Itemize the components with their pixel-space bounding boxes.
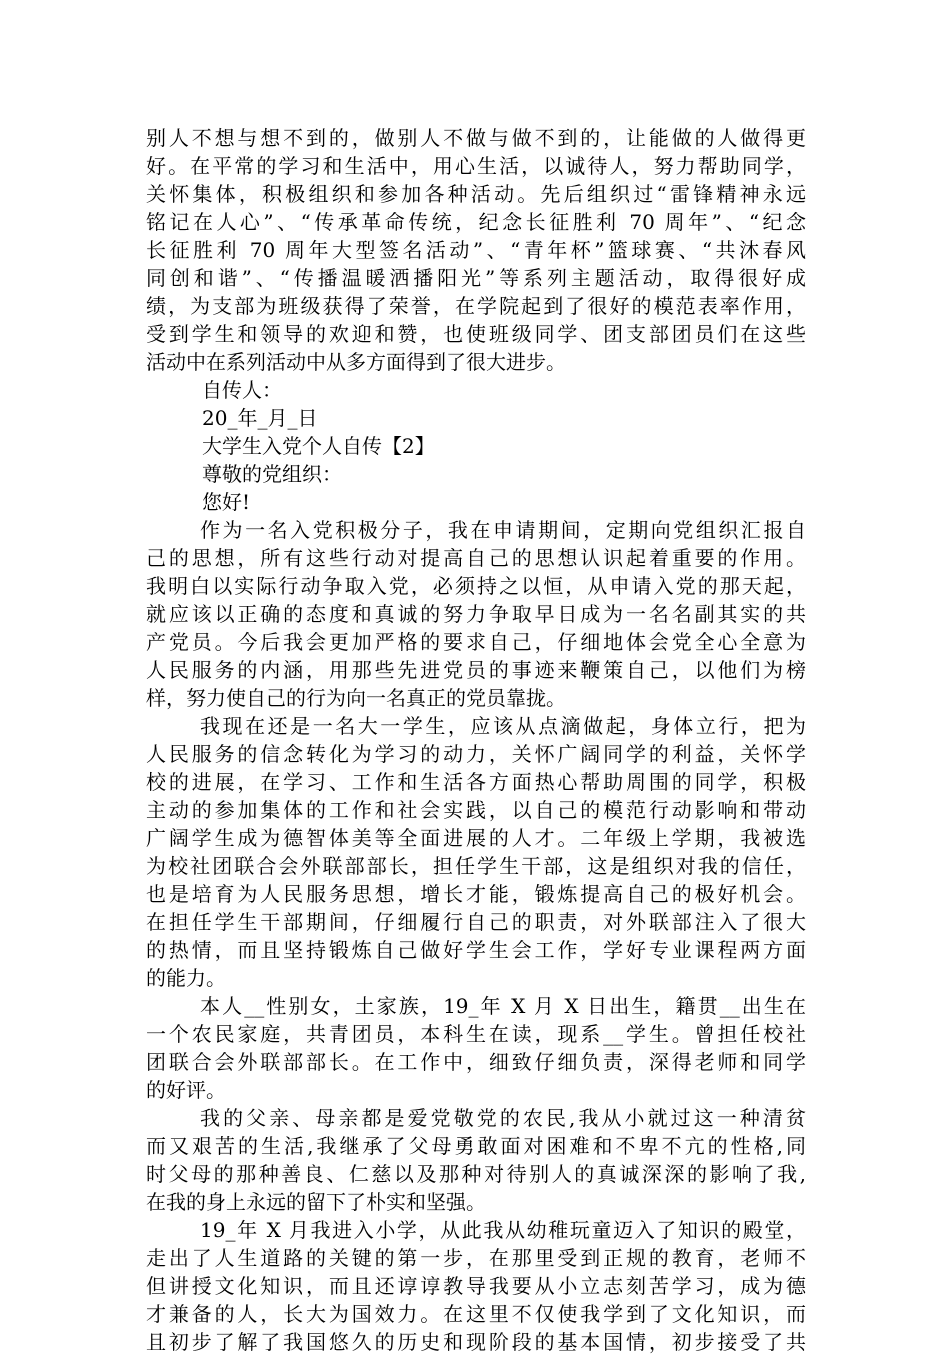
text-line: 别人不想与想不到的，做别人不做与做不到的，让能做的人做得更 bbox=[146, 126, 806, 150]
text-line: 的热情，而且坚持锻炼自己做好学生会工作，学好专业课程两方面 bbox=[146, 938, 806, 962]
text-line: 活动中在系列活动中从多方面得到了很大进步。 bbox=[146, 350, 566, 374]
text-line: 但讲授文化知识，而且还谆谆教导我要从小立志刻苦学习，成为德 bbox=[146, 1274, 806, 1298]
text-line: 大学生入党个人自传【2】 bbox=[202, 434, 435, 458]
text-line: 我现在还是一名大一学生，应该从点滴做起，身体立行，把为 bbox=[200, 714, 806, 738]
text-line: 本人__性别女，土家族，19_年 X 月 X 日出生，籍贯__出生在 bbox=[200, 994, 806, 1018]
text-line: 人民服务的内涵，用那些先进党员的事迹来鞭策自己，以他们为榜 bbox=[146, 658, 806, 682]
text-line: 主动的参加集体的工作和社会实践，以自己的模范行动影响和带动 bbox=[146, 798, 806, 822]
text-line: 的能力。 bbox=[146, 966, 226, 990]
text-line: 自传人： bbox=[202, 378, 282, 402]
text-line: 关怀集体，积极组织和参加各种活动。先后组织过“雷锋精神永远 bbox=[146, 182, 806, 206]
text-line: 我的父亲、母亲都是爱党敬党的农民,我从小就过这一种清贫 bbox=[200, 1106, 806, 1130]
text-line: 且初步了解了我国悠久的历史和现阶段的基本国情，初步接受了共 bbox=[146, 1330, 806, 1354]
document-body bbox=[146, 124, 806, 1356]
text-line: 在我的身上永远的留下了朴实和坚强。 bbox=[146, 1190, 486, 1214]
text-line: 尊敬的党组织： bbox=[202, 462, 342, 486]
text-line: 19_年 X 月我进入小学，从此我从幼稚玩童迈入了知识的殿堂， bbox=[200, 1218, 806, 1242]
text-line: 产党员。今后我会更加严格的要求自己，仔细地体会党全心全意为 bbox=[146, 630, 806, 654]
text-line: 广阔学生成为德智体美等全面进展的人才。二年级上学期，我被选 bbox=[146, 826, 806, 850]
text-line: 为校社团联合会外联部部长，担任学生干部，这是组织对我的信任， bbox=[146, 854, 806, 878]
text-line: 己的思想，所有这些行动对提高自己的思想认识起着重要的作用。 bbox=[146, 546, 806, 570]
text-line: 时父母的那种善良、仁慈以及那种对待别人的真诚深深的影响了我, bbox=[146, 1162, 806, 1186]
text-line: 作为一名入党积极分子，我在申请期间，定期向党组织汇报自 bbox=[200, 518, 806, 542]
text-line: 而又艰苦的生活,我继承了父母勇敢面对困难和不卑不亢的性格,同 bbox=[146, 1134, 806, 1158]
text-line: 一个农民家庭，共青团员，本科生在读，现系__学生。曾担任校社 bbox=[146, 1022, 806, 1046]
text-line: 团联合会外联部部长。在工作中，细致仔细负责，深得老师和同学 bbox=[146, 1050, 806, 1074]
text-line: 在担任学生干部期间，仔细履行自己的职责，对外联部注入了很大 bbox=[146, 910, 806, 934]
text-line: 我明白以实际行动争取入党，必须持之以恒，从申请入党的那天起， bbox=[146, 574, 806, 598]
text-line: 长征胜利 70 周年大型签名活动”、“青年杯”篮球赛、“共沐春风 bbox=[146, 238, 806, 262]
text-line: 铭记在人心”、“传承革命传统，纪念长征胜利 70 周年”、“纪念 bbox=[146, 210, 806, 234]
text-line: 同创和谐”、“传播温暖洒播阳光”等系列主题活动，取得很好成 bbox=[146, 266, 806, 290]
text-line: 人民服务的信念转化为学习的动力，关怀广阔同学的利益，关怀学 bbox=[146, 742, 806, 766]
text-line: 20_年_月_日 bbox=[202, 406, 318, 430]
text-line: 校的进展，在学习、工作和生活各方面热心帮助周围的同学，积极 bbox=[146, 770, 806, 794]
text-line: 走出了人生道路的关键的第一步，在那里受到正规的教育，老师不 bbox=[146, 1246, 806, 1270]
text-line: 就应该以正确的态度和真诚的努力争取早日成为一名名副其实的共 bbox=[146, 602, 806, 626]
text-line: 绩，为支部为班级获得了荣誉，在学院起到了很好的模范表率作用， bbox=[146, 294, 806, 318]
text-line: 好。在平常的学习和生活中，用心生活，以诚待人，努力帮助同学， bbox=[146, 154, 806, 178]
text-line: 的好评。 bbox=[146, 1078, 226, 1102]
text-line: 样，努力使自己的行为向一名真正的党员靠拢。 bbox=[146, 686, 566, 710]
text-line: 才兼备的人，长大为国效力。在这里不仅使我学到了文化知识，而 bbox=[146, 1302, 806, 1326]
text-line: 也是培育为人民服务思想，增长才能，锻炼提高自己的极好机会。 bbox=[146, 882, 806, 906]
text-line: 受到学生和领导的欢迎和赞，也使班级同学、团支部团员们在这些 bbox=[146, 322, 806, 346]
text-line: 您好! bbox=[202, 490, 251, 514]
